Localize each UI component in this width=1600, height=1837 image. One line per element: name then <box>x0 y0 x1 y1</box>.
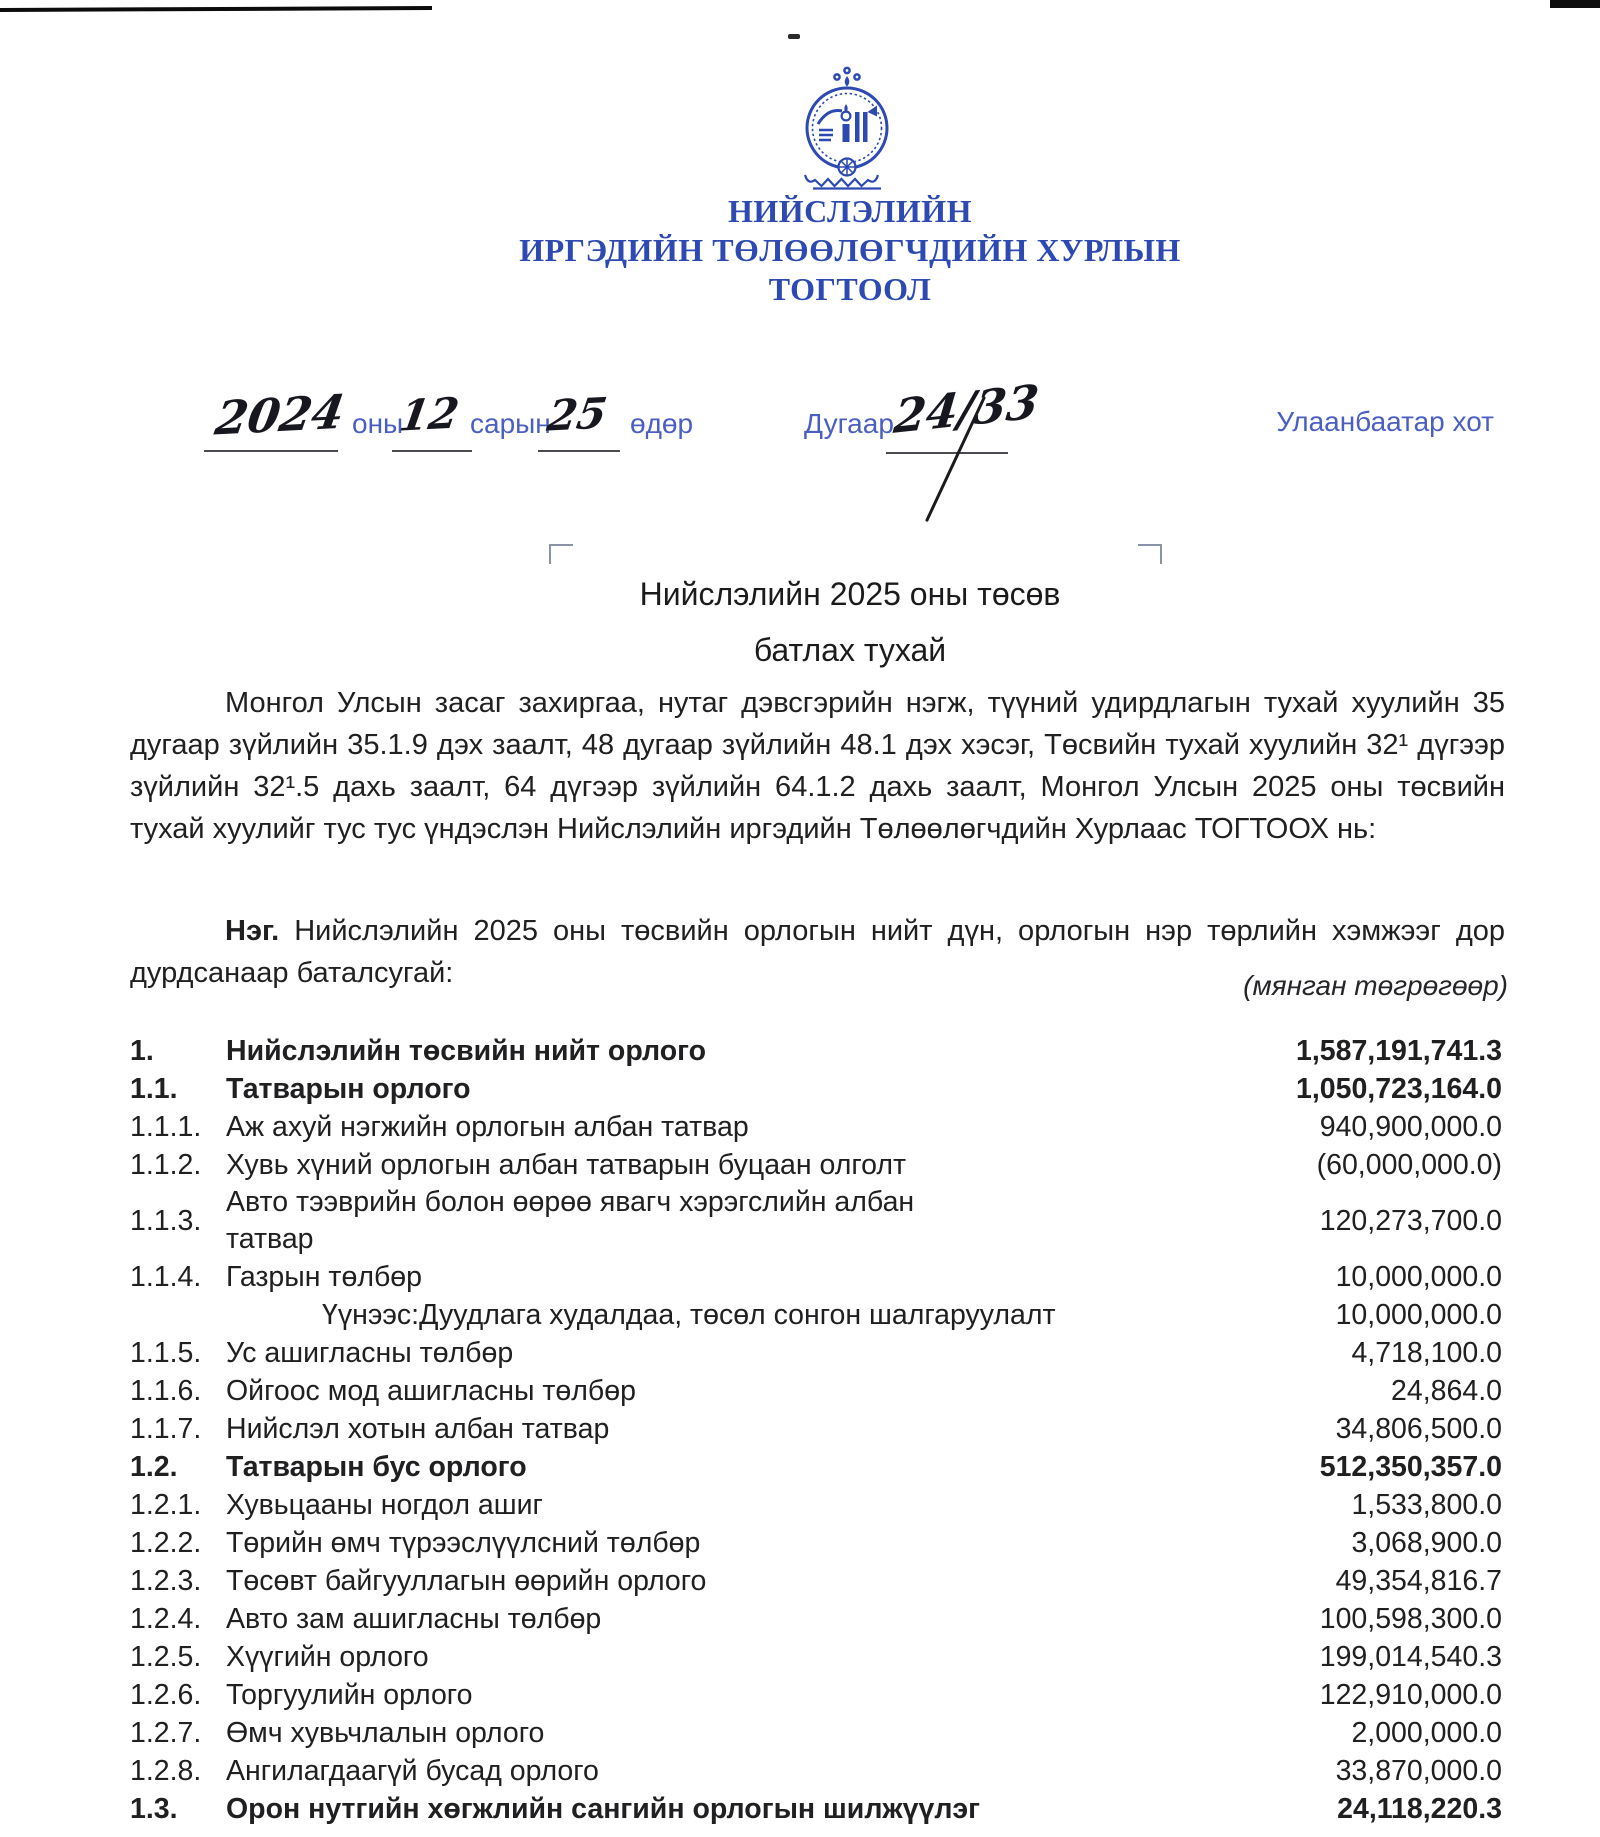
row-code: 1.2.6. <box>130 1678 202 1711</box>
row-amount: 199,014,540.3 <box>1319 1640 1502 1673</box>
row-code: 1.1.1. <box>130 1110 202 1143</box>
scan-artifact-speck <box>788 34 800 39</box>
row-amount: 1,533,800.0 <box>1351 1488 1502 1521</box>
document-title <box>100 566 1600 678</box>
handwritten-month: 12 <box>396 388 463 441</box>
row-label: Ангилагдаагүй бусад орлого <box>226 1754 599 1787</box>
legal-basis-paragraph: Монгол Улсын засаг захиргаа, нутаг дэвсгэрийн нэгж, түүний удирдлагын тухай хуулийн 35 дугаар зүйлийн 35.1.9 дэх заалт, 48 дугаар зүйлийн 48.1 дэх хэсэг, Төсвийн тухай хуулийн 32¹ дүгээр зүйлийн 32¹.5 дахь заалт, 64 дүгээр зүйлийн 64.1.2 дахь заалт, Монгол Улсын 2025 оны төсвийн тухай хуулийг тус тус үндэслэн Нийслэлийн иргэдийн Төлөөлөгчдийн Хурлаас ТОГТООХ нь: <box>130 687 1505 845</box>
org-header <box>100 192 1600 309</box>
row-label: Авто тээврийн болон өөрөө явагч хэрэгслийн албан татвар <box>226 1186 915 1255</box>
row-label: Татварын орлого <box>226 1072 471 1105</box>
row-label: Аж ахуй нэгжийн орлогын албан татвар <box>226 1110 749 1143</box>
fold-mark-right <box>1138 544 1162 564</box>
month-suffix-label: сарын <box>470 408 551 439</box>
row-amount: 3,068,900.0 <box>1351 1526 1502 1559</box>
row-amount: (60,000,000.0) <box>1316 1148 1502 1181</box>
row-amount: 100,598,300.0 <box>1319 1602 1502 1635</box>
row-code: 1.2.2. <box>130 1526 202 1559</box>
row-code: 1.1.4. <box>130 1260 202 1293</box>
row-amount: 49,354,816.7 <box>1335 1564 1502 1597</box>
budget-table <box>130 1032 1502 1828</box>
row-amount: 10,000,000.0 <box>1335 1298 1502 1331</box>
row-amount: 33,870,000.0 <box>1335 1754 1502 1787</box>
table-row <box>130 1752 1502 1790</box>
row-code: 1.1.3. <box>130 1204 202 1237</box>
row-label: Ойгоос мод ашигласны төлбөр <box>226 1374 636 1407</box>
table-row <box>130 1258 1502 1296</box>
row-amount: 34,806,500.0 <box>1335 1412 1502 1445</box>
row-label: Авто зам ашигласны төлбөр <box>226 1602 602 1635</box>
year-suffix-label: оны <box>352 408 404 439</box>
clause-one-lead: Нэг. <box>225 915 280 947</box>
soyombo-emblem-icon <box>792 64 902 194</box>
fold-mark-left <box>549 544 573 564</box>
row-code: 1.2.8. <box>130 1754 202 1787</box>
row-label: Нийслэл хотын албан татвар <box>226 1412 610 1445</box>
org-header-line3: ТОГТООЛ <box>768 271 932 307</box>
row-code: 1.2.7. <box>130 1716 202 1749</box>
row-amount: 512,350,357.0 <box>1319 1450 1502 1483</box>
row-label: Үүнээс:Дуудлага худалдаа, төсөл сонгон шалгаруулалт <box>322 1298 1056 1331</box>
table-row <box>130 1146 1502 1184</box>
row-amount: 2,000,000.0 <box>1351 1716 1502 1749</box>
year-underline <box>204 450 338 452</box>
scan-artifact-top-line <box>0 6 432 12</box>
unit-note: (мянган төгрөгөөр) <box>1243 970 1508 1001</box>
table-row <box>130 1070 1502 1108</box>
table-row <box>130 1790 1502 1828</box>
table-row <box>130 1372 1502 1410</box>
clause-one-text: Нийслэлийн 2025 оны төсвийн орлогын нийт дүн, орлогын нэр төрлийн хэмжээг дор дурдсанаар баталсугай: <box>130 915 1505 989</box>
handwritten-year: 2024 <box>211 384 349 446</box>
document-title-line1: Нийслэлийн 2025 оны төсөв <box>639 576 1061 612</box>
table-row <box>130 1410 1502 1448</box>
row-amount: 122,910,000.0 <box>1319 1678 1502 1711</box>
table-row <box>130 1562 1502 1600</box>
table-row <box>130 1486 1502 1524</box>
table-row <box>130 1448 1502 1486</box>
row-amount: 24,864.0 <box>1391 1374 1502 1407</box>
table-row <box>130 1296 1502 1334</box>
row-code: 1. <box>130 1034 154 1067</box>
table-row <box>130 1524 1502 1562</box>
row-code: 1.2.5. <box>130 1640 202 1673</box>
table-row <box>130 1334 1502 1372</box>
row-label: Төсөвт байгууллагын өөрийн орлого <box>226 1564 707 1597</box>
row-label: Орон нутгийн хөгжлийн сангийн орлогын шилжүүлэг <box>226 1792 981 1825</box>
row-amount: 24,118,220.3 <box>1337 1792 1502 1825</box>
row-amount: 120,273,700.0 <box>1319 1204 1502 1237</box>
table-row <box>130 1600 1502 1638</box>
table-row <box>130 1676 1502 1714</box>
number-label: Дугаар <box>804 408 894 439</box>
row-code: 1.2.1. <box>130 1488 202 1521</box>
row-label: Татварын бус орлого <box>226 1450 527 1483</box>
date-row <box>0 373 1600 552</box>
table-row <box>130 1184 1502 1258</box>
org-header-line2: ИРГЭДИЙН ТӨЛӨӨЛӨГЧДИЙН ХУРЛЫН <box>519 232 1181 268</box>
row-amount: 4,718,100.0 <box>1351 1336 1502 1369</box>
row-code: 1.1.7. <box>130 1412 202 1445</box>
row-code: 1.1.2. <box>130 1148 202 1181</box>
scan-artifact-corner-mark <box>1550 0 1600 8</box>
table-row <box>130 1638 1502 1676</box>
row-label: Хувь хүний орлогын албан татварын буцаан олголт <box>226 1148 907 1181</box>
day-suffix-label: өдөр <box>630 408 694 439</box>
table-row <box>130 1108 1502 1146</box>
day-underline <box>538 450 620 452</box>
row-label: Газрын төлбөр <box>226 1260 422 1293</box>
row-code: 1.3. <box>130 1792 178 1825</box>
table-row <box>130 1032 1502 1070</box>
row-label: Өмч хувьчлалын орлого <box>226 1716 545 1749</box>
city-council-emblem <box>792 64 902 194</box>
row-label: Хувьцааны ногдол ашиг <box>226 1488 543 1521</box>
month-underline <box>392 450 472 452</box>
handwritten-number: 24/33 <box>891 373 1042 445</box>
row-label: Хүүгийн орлого <box>226 1640 429 1673</box>
document-title-line2: батлах тухай <box>753 632 947 668</box>
row-code: 1.2.3. <box>130 1564 202 1597</box>
row-label: Нийслэлийн төсвийн нийт орлого <box>226 1034 707 1067</box>
row-label: Ус ашигласны төлбөр <box>226 1336 514 1369</box>
row-code: 1.1.5. <box>130 1336 202 1369</box>
row-label: Төрийн өмч түрээслүүлсний төлбөр <box>226 1526 701 1559</box>
row-amount: 940,900,000.0 <box>1319 1110 1502 1143</box>
number-underline <box>886 452 1008 454</box>
row-code: 1.2. <box>130 1450 178 1483</box>
org-header-line1: НИЙСЛЭЛИЙН <box>727 193 973 229</box>
handwritten-day: 25 <box>544 388 611 441</box>
row-amount: 10,000,000.0 <box>1335 1260 1502 1293</box>
row-code: 1.1. <box>130 1072 178 1105</box>
table-row <box>130 1714 1502 1752</box>
row-code: 1.2.4. <box>130 1602 202 1635</box>
row-code: 1.1.6. <box>130 1374 202 1407</box>
row-amount: 1,050,723,164.0 <box>1295 1072 1502 1105</box>
city-label: Улаанбаатар хот <box>1276 406 1494 437</box>
row-amount: 1,587,191,741.3 <box>1295 1034 1502 1067</box>
row-label: Торгуулийн орлого <box>226 1678 473 1711</box>
